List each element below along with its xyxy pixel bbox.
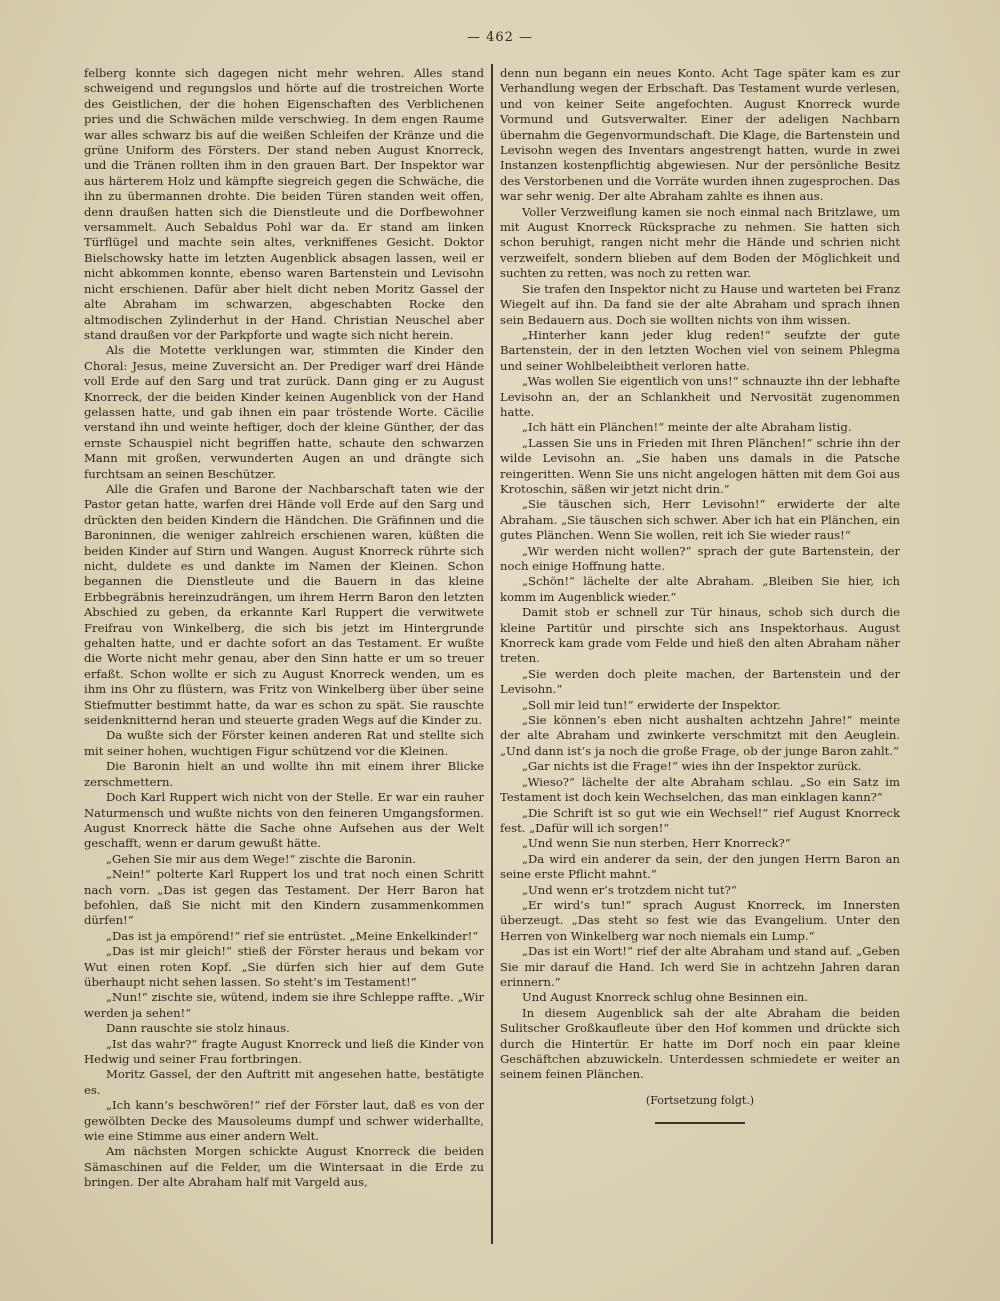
paragraph: Dann rauschte sie stolz hinaus. [106,1021,290,1036]
paragraph: „Nein!“ polterte Karl Ruppert los und trat noch einen Schritt nach vorn. „Das ist gegen das Testament. Der Herr Baron hat befohlen, daß Sie nicht mit den Kindern zusammenkommen dürfen!“ [84,867,484,928]
paragraph: „Ich kann’s beschwören!“ rief der Förster laut, daß es von der gewölbten Decke des Mausoleums dumpf und schwer widerhallte, wie eine Stimme aus einer andern Welt. [84,1098,484,1144]
paragraph: Alle die Grafen und Barone der Nachbarschaft taten wie der Pastor getan hatte, warfen drei Hände voll Erde auf den Sarg und drückten den beiden Kindern die Händchen. Die Gräfinnen und die Baroninnen, die weniger zahlreich erschienen waren, küßten die beiden Kinder auf Stirn und Wangen. August Knorreck rührte sich nicht, duldete es und dankte im Namen der Kleinen. Schon begannen die Dienstleute und die Bauern in das kleine Erbbegräbnis hereinzudrängen, um ihrem Herrn Baron den letzten Abschied zu geben, da erkannte Karl Ruppert die verwitwete Freifrau von Winkelberg, die sich bis jetzt im Hintergrunde gehalten hatte, und er dachte sofort an das Testament. Er wußte die Worte nicht mehr genau, aber den Sinn hatte er um so treuer erfaßt. Schon wollte er sich zu August Knorreck wenden, um es ihm ins Ohr zu flüstern, was Fritz von Winkelberg über über seine Stiefmutter bestimmt hatte, da war es schon zu spät. Sie rauschte seidenknitternd heran und steuerte graden Wegs auf die Kinder zu. [84,481,484,728]
paragraph: „Wir werden nicht wollen?“ sprach der gute Bartenstein, der noch einige Hoffnung hatte. [500,543,900,573]
paragraph: Am nächsten Morgen schickte August Knorreck die beiden Sämaschinen auf die Felder, um die Wintersaat in die Erde zu bringen. Der alte Abraham half mit Vargeld aus, [84,1144,484,1190]
paragraph: „Sie täuschen sich, Herr Levisohn!“ erwiderte der alte Abraham. „Sie täuschen sich schwer. Aber ich hat ein Plänchen, ein gutes Plänchen. Wenn Sie wollen, reit ich Sie wieder raus!“ [500,497,900,543]
paragraph: felberg konnte sich dagegen nicht mehr wehren. Alles stand schweigend und regungslos und hörte auf die trostreichen Worte des Geistlichen, der die hohen Eigenschaften des Verblichenen pries und die Schwächen milde verschwieg. In dem engen Raume war alles schwarz bis auf die weißen Schleifen der Kränze und die grüne Uniform des Försters. Der stand neben August Knorreck, und die Tränen rollten ihm in den grauen Bart. Der Inspektor war aus härterem Holz und kämpfte siegreich gegen die Schwäche, die ihn zu übermannen drohte. Die beiden Türen standen weit offen, denn draußen hatten sich die Dienstleute und die Dorfbewohner versammelt. Auch Sebaldus Pohl war da. Er stand am linken Türflügel und machte sein altes, verkniffenes Gesicht. Doktor Bielschowsky hatte im letzten Augenblick absagen lassen, weil er nicht abkommen konnte, ebenso waren Bartenstein und Levisohn nicht erschienen. Dafür aber hielt dicht neben Moritz Gassel der alte Abraham im schwarzen, abgeschabten Rocke den altmodischen Zylinderhut in der Hand. Christian Neuschel aber stand draußen vor der Parkpforte und wagte sich nicht herein. [84,66,484,342]
continuation-note: (Fortsetzung folgt.) [645,1093,755,1107]
paragraph: Da wußte sich der Förster keinen anderen Rat und stellte sich mit seiner hohen, wuchtigen Figur schützend vor die Kleinen. [84,728,484,758]
paragraph: denn nun begann ein neues Konto. Acht Tage später kam es zur Verhandlung wegen der Erbschaft. Das Testament wurde verlesen, und von keiner Seite angefochten. August Knorreck wurde Vormund und Gutsverwalter. Einer der adeligen Nachbarn übernahm die Gegenvormundschaft. Die Klage, die Bartenstein und Levisohn wegen des Inventars angestrengt hatten, wurde in zwei Instanzen kostenpflichtig abgewiesen. Nur der persönliche Besitz des Verstorbenen und die Vorräte wurden ihnen zugesprochen. Das war sehr wenig. Der alte Abraham zahlte es ihnen aus. [500,66,900,204]
paragraph: „Ist das wahr?“ fragte August Knorreck und ließ die Kinder von Hedwig und seiner Frau fortbringen. [84,1036,484,1066]
paragraph: „Soll mir leid tun!“ erwiderte der Inspektor. [522,697,781,712]
paragraph: Als die Motette verklungen war, stimmten die Kinder den Choral: Jesus, meine Zuversicht an. Der Prediger warf drei Hände voll Erde auf den Sarg und trat zurück. Dann ging er zu August Knorreck, der die beiden Kinder keinen Augenblick von der Hand gelassen hatte, und gab ihnen ein paar tröstende Worte. Cäcilie verstand ihn und weinte heftiger, doch der kleine Günther, der das ernste Schauspiel nicht begriffen hatte, schaute den schwarzen Mann mit großen, verwunderten Augen an und drängte sich furchtsam an seinen Beschützer. [84,343,484,481]
paragraph: „Ich hätt ein Plänchen!“ meinte der alte Abraham listig. [522,420,852,435]
paragraph: „Und wenn Sie nun sterben, Herr Knorreck?“ [522,836,791,851]
paragraph: Sie trafen den Inspektor nicht zu Hause und warteten bei Franz Wiegelt auf ihn. Da fand sie der alte Abraham und sprach ihnen sein Bedauern aus. Doch sie wollten nichts von ihm wissen. [500,281,900,327]
paragraph: „Da wird ein anderer da sein, der den jungen Herrn Baron an seine erste Pflicht mahnt.“ [500,851,900,882]
paragraph: „Gar nichts ist die Frage!“ wies ihn der Inspektor zurück. [522,759,862,774]
paragraph: „Lassen Sie uns in Frieden mit Ihren Plänchen!“ schrie ihn der wilde Levisohn an. „Sie haben uns damals in die Patsche reingeritten. Wenn Sie uns nicht angelogen hätten mit dem Goi aus Krotoschin, säßen wir jetzt nicht drin.“ [500,435,900,496]
paragraph: „Das ist ja empörend!“ rief sie entrüstet. „Meine Enkelkinder!“ [106,928,479,943]
paragraph: Damit stob er schnell zur Tür hinaus, schob sich durch die kleine Partitür und pirschte sich ans Inspektorhaus. August Knorreck kam grade vom Felde und hieß den alten Abraham näher treten. [500,605,900,666]
end-rule [655,1122,745,1124]
paragraph: „Das ist ein Wort!“ rief der alte Abraham und stand auf. „Geben Sie mir darauf die Hand. Ich werd Sie in achtzehn Jahren daran erinnern.“ [500,944,900,989]
paragraph: „Sie werden doch pleite machen, der Bartenstein und der Levisohn.“ [500,666,900,697]
right-column [500,66,900,1246]
paragraph: „Was wollen Sie eigentlich von uns!“ schnauzte ihn der lebhafte Levisohn an, der an Schlankheit und Nervosität zugenommen hatte. [500,374,900,419]
paragraph: Doch Karl Ruppert wich nicht von der Stelle. Er war ein rauher Naturmensch und wußte nichts von den feineren Umgangsformen. August Knorreck hätte die Sache ohne Aufsehen aus der Welt geschafft, wenn er darum gewußt hätte. [84,790,484,851]
paragraph: Und August Knorreck schlug ohne Besinnen ein. [522,990,808,1005]
left-column [84,66,484,1246]
paragraph: „Er wird’s tun!“ sprach August Knorreck, im Innersten überzeugt. „Das steht so fest wie das Evangelium. Unter den Herren von Winkelberg war noch niemals ein Lump.“ [500,897,900,943]
paragraph: „Wieso?“ lächelte der alte Abraham schlau. „So ein Satz im Testament ist doch kein Wechselchen, das man einklagen kann?“ [500,774,900,805]
paragraph: „Nun!“ zischte sie, wütend, indem sie ihre Schleppe raffte. „Wir werden ja sehen!“ [84,990,484,1020]
column-divider [491,64,493,1244]
paragraph: „Schön!“ lächelte der alte Abraham. „Bleiben Sie hier, ich komm im Augenblick wieder.“ [500,574,900,604]
paragraph: „Hinterher kann jeder klug reden!“ seufzte der gute Bartenstein, der in den letzten Wochen viel von seinem Phlegma und seiner Wohlbeleibtheit verloren hatte. [500,327,900,373]
paragraph: „Sie können’s eben nicht aushalten achtzehn Jahre!“ meinte der alte Abraham und zwinkerte verschmitzt mit den Aeuglein. „Und dann ist’s ja noch die große Frage, ob der junge Baron zahlt.“ [500,713,900,758]
paragraph: „Die Schrift ist so gut wie ein Wechsel!“ rief August Knorreck fest. „Dafür will ich sorgen!“ [500,805,900,835]
paragraph: „Das ist mir gleich!“ stieß der Förster heraus und bekam vor Wut einen roten Kopf. „Sie dürfen sich hier auf dem Gute überhaupt nicht sehen lassen. So steht’s im Testament!“ [84,944,484,989]
paragraph: „Gehen Sie mir aus dem Wege!“ zischte die Baronin. [106,851,416,866]
page-number: — 462 — [466,30,534,45]
paragraph: Voller Verzweiflung kamen sie noch einmal nach Britzlawe, um mit August Knorreck Rücksprache zu nehmen. Sie hatten sich schon beruhigt, rangen nicht mehr die Hände und schrien nicht verzweifelt, sondern blieben auf dem Boden der Möglichkeit und suchten zu retten, was noch zu retten war. [500,204,900,281]
paragraph: Moritz Gassel, der den Auftritt mit angesehen hatte, bestätigte es. [84,1067,484,1097]
paragraph: In diesem Augenblick sah der alte Abraham die beiden Sulitscher Großkaufleute über den Hof kommen und drückte sich durch die Hintertür. Er hatte im Dorf noch ein paar kleine Geschäftchen abzuwickeln. Unterdessen schmiedete er weiter an seinem feinen Plänchen. [500,1005,900,1082]
paragraph: Die Baronin hielt an und wollte ihn mit einem ihrer Blicke zerschmettern. [84,759,484,789]
paragraph: „Und wenn er’s trotzdem nicht tut?“ [522,882,737,897]
